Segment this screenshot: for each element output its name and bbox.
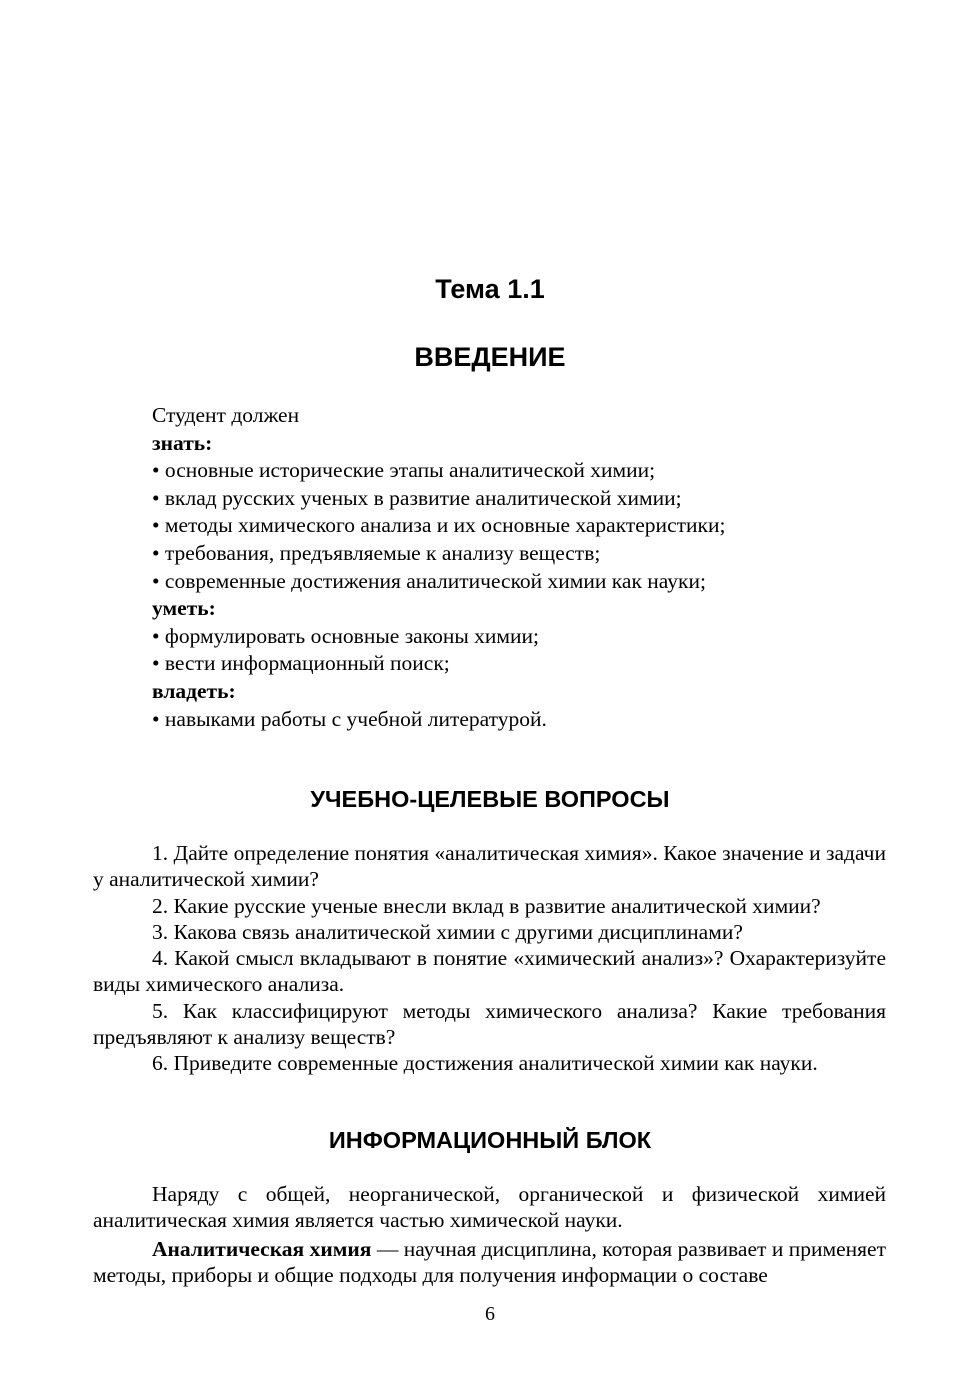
know-item: • основные исторические этапы аналитической химии;: [152, 458, 656, 483]
questions-heading: УЧЕБНО-ЦЕЛЕВЫЕ ВОПРОСЫ: [310, 786, 670, 812]
definition-paragraph: [93, 1236, 886, 1289]
know-item: • требования, предъявляемые к анализу веществ;: [152, 540, 601, 565]
questions-list: [93, 840, 886, 1077]
master-item: • навыками работы с учебной литературой.: [152, 706, 547, 731]
can-item: • формулировать основные законы химии;: [152, 623, 539, 648]
info-block: [93, 1181, 886, 1290]
defined-term: Аналитическая химия: [152, 1236, 372, 1261]
learning-goals: [152, 402, 892, 733]
question-item: 5. Как классифицируют методы химического анализа? Какие требования предъявляют к анализу веществ?: [93, 998, 886, 1050]
question-item: 6. Приведите современные достижения аналитической химии как науки.: [152, 1051, 818, 1076]
question-item: 3. Какова связь аналитической химии с другими дисциплинами?: [152, 919, 743, 944]
page-number: 6: [485, 1303, 495, 1325]
know-item: • вклад русских ученых в развитие аналитической химии;: [152, 485, 682, 510]
question-item: 2. Какие русские ученые внесли вклад в развитие аналитической химии?: [152, 893, 821, 918]
master-label: владеть:: [152, 678, 236, 703]
can-item: • вести информационный поиск;: [152, 651, 450, 676]
question-item: 1. Дайте определение понятия «аналитическая химия». Какое значение и задачи у аналитической химии?: [93, 841, 886, 892]
topic-number: Тема 1.1: [435, 274, 545, 304]
info-heading: ИНФОРМАЦИОННЫЙ БЛОК: [328, 1127, 652, 1153]
know-item: • современные достижения аналитической химии как науки;: [152, 568, 706, 593]
goals-intro: Студент должен: [152, 403, 300, 427]
info-paragraph: Наряду с общей, неорганической, органической и физической химией аналитическая химия является частью химической науки.: [93, 1182, 886, 1233]
definition-text: — научная дисциплина, которая развивает и применяет методы, приборы и общие подходы для получения информации о составе: [93, 1236, 886, 1287]
chapter-title: ВВЕДЕНИЕ: [414, 342, 566, 372]
question-item: 4. Какой смысл вкладывают в понятие «химический анализ»? Охарактеризуйте виды химического анализа.: [93, 946, 886, 997]
know-item: • методы химического анализа и их основные характеристики;: [152, 513, 726, 538]
can-label: уметь:: [152, 596, 216, 621]
know-label: знать:: [152, 430, 213, 455]
